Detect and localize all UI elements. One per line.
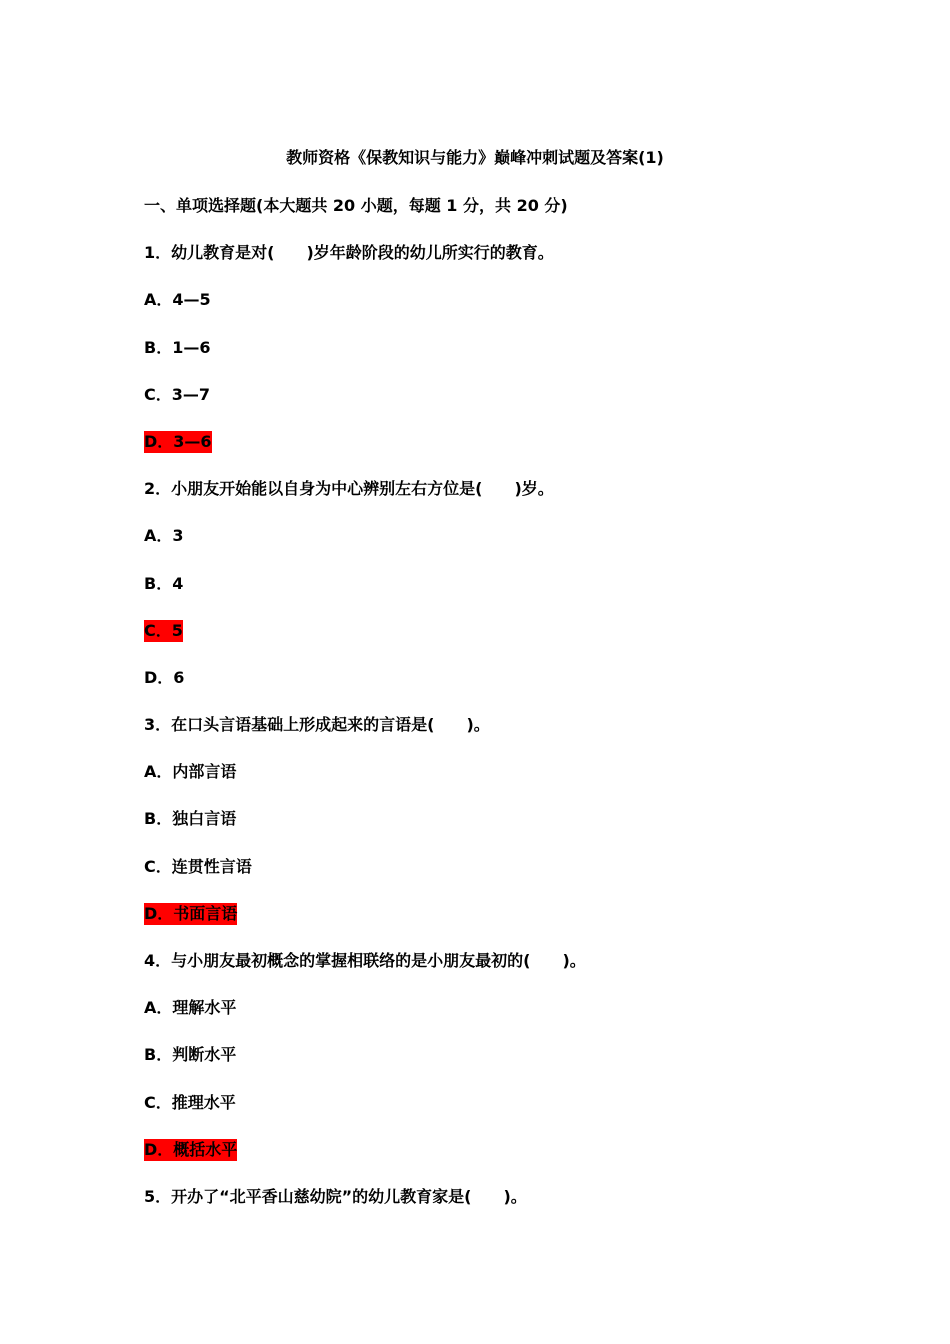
section-heading: 一、单项选择题(本大题共 20 小题，每题 1 分，共 20 分) xyxy=(144,196,568,215)
question-stem-5: 5．开办了“北平香山慈幼院”的幼儿教育家是( )。 xyxy=(144,1186,527,1206)
option-label: C．3—7 xyxy=(144,384,211,404)
question-stem-3: 3．在口头言语基础上形成起来的言语是( )。 xyxy=(144,715,490,735)
question-list xyxy=(144,196,844,1234)
option-label: C．连贯性言语 xyxy=(144,856,252,876)
option-3-c xyxy=(144,857,844,904)
option-2-b xyxy=(144,574,844,621)
option-1-d xyxy=(144,432,844,479)
option-4-a xyxy=(144,998,844,1045)
option-label: C．推理水平 xyxy=(144,1092,236,1112)
option-1-b xyxy=(144,338,844,385)
option-4-c xyxy=(144,1093,844,1140)
correct-answer-highlight: C．5 xyxy=(144,620,183,640)
question-stem-2: 2．小朋友开始能以自身为中心辨别左右方位是( )岁。 xyxy=(144,479,554,499)
option-label: A．内部言语 xyxy=(144,762,237,782)
option-label: B．1—6 xyxy=(144,337,211,357)
correct-answer-highlight: D．3—6 xyxy=(144,431,212,451)
option-label: A．4—5 xyxy=(144,290,211,310)
option-2-c xyxy=(144,621,844,668)
option-2-d xyxy=(144,668,844,715)
option-label: D．6 xyxy=(144,667,185,687)
option-label: B．4 xyxy=(144,573,184,593)
option-4-b xyxy=(144,1045,844,1092)
question-stem-1: 1．幼儿教育是对( )岁年龄阶段的幼儿所实行的教育。 xyxy=(144,243,554,263)
page-title: 教师资格《保教知识与能力》巅峰冲刺试题及答案(1) xyxy=(286,148,664,167)
option-3-d xyxy=(144,904,844,951)
option-2-a xyxy=(144,526,844,573)
option-label: B．判断水平 xyxy=(144,1045,237,1065)
option-1-c xyxy=(144,385,844,432)
option-label: B．独白言语 xyxy=(144,809,237,829)
option-3-a xyxy=(144,762,844,809)
option-4-d xyxy=(144,1140,844,1187)
question-stem-4: 4．与小朋友最初概念的掌握相联络的是小朋友最初的( )。 xyxy=(144,951,586,970)
option-1-a xyxy=(144,290,844,337)
option-label: A．3 xyxy=(144,526,184,546)
correct-answer-highlight: D．书面言语 xyxy=(144,903,238,923)
option-3-b xyxy=(144,809,844,856)
correct-answer-highlight: D．概括水平 xyxy=(144,1139,238,1159)
option-label: A．理解水平 xyxy=(144,998,237,1018)
